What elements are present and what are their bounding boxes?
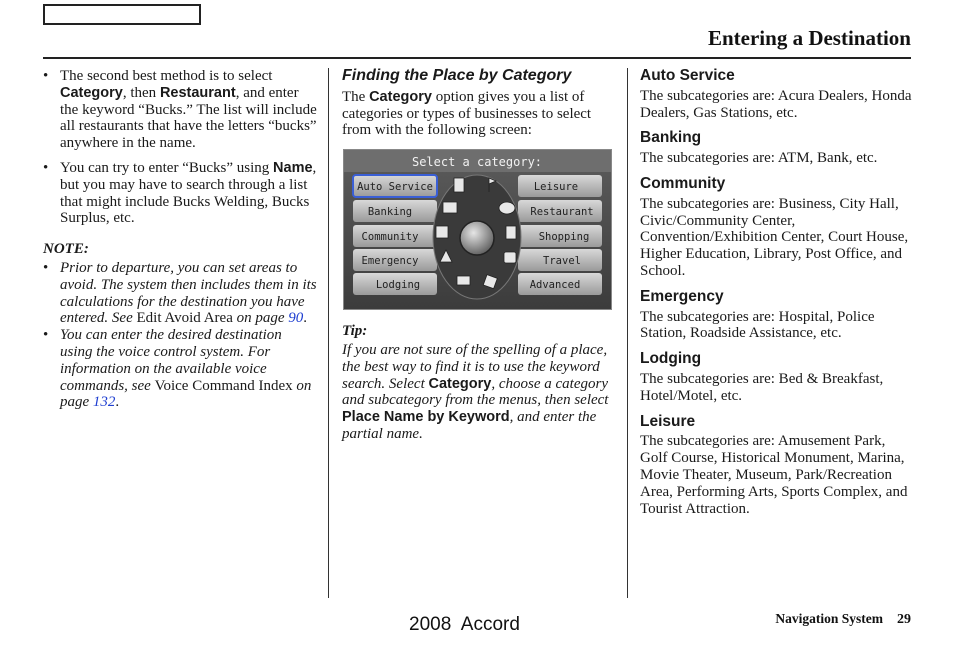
note-voice-control: • You can enter the desired destination using the voice control system. For information on the available voice commands, see Voice Command Index on page 132. — [43, 327, 318, 411]
category-label-travel: Travel — [543, 255, 581, 268]
term-category: Category — [428, 375, 492, 392]
header-rule — [43, 57, 911, 59]
page-link-90[interactable]: 90 — [288, 310, 304, 327]
gas-pump-icon — [454, 178, 464, 192]
page-title: Entering a Destination — [707, 26, 911, 50]
category-label-auto-service: Auto Service — [357, 181, 433, 194]
heading-community: Community — [640, 174, 726, 192]
body-leisure: The subcategories are: Amusement Park, Golf Course, Historical Monument, Marina, Movie Theater, Museum, Park/Recreation Area, Performing Arts, Sports Complex, and Tourist Attraction. — [640, 433, 908, 517]
page-number: 29 — [897, 612, 911, 627]
note-heading: NOTE: — [43, 241, 89, 258]
restaurant-icon — [499, 202, 515, 214]
heading-auto-service: Auto Service — [640, 67, 735, 84]
footer-section-name: Navigation System — [775, 611, 883, 626]
bullet-name-method: • You can try to enter “Bucks” using Name, but you may have to search through a list that might include Bucks Welding, Bucks Surplus, etc. — [43, 160, 318, 227]
lodging-bed-icon — [457, 276, 470, 285]
column-1 — [43, 68, 318, 411]
travel-icon — [504, 252, 516, 263]
category-label-emergency: Emergency — [361, 255, 419, 268]
screen-title: Select a category: — [411, 155, 543, 170]
joystick-knob-icon — [460, 221, 494, 255]
category-label-banking: Banking — [367, 206, 413, 219]
right-category-buttons — [518, 175, 602, 295]
category-intro: The Category option gives you a list of categories or types of businesses to select from with the following screen: — [342, 88, 592, 139]
column-3 — [640, 68, 915, 526]
column-divider-2 — [627, 68, 628, 598]
column-divider-1 — [328, 68, 329, 598]
category-screen — [343, 149, 612, 310]
page-link-132[interactable]: 132 — [92, 394, 116, 411]
body-emergency: The subcategories are: Hospital, Police Station, Roadside Assistance, etc. — [640, 308, 875, 342]
category-label-community: Community — [361, 231, 419, 244]
term-restaurant: Restaurant — [159, 84, 236, 101]
heading-leisure: Leisure — [640, 412, 696, 430]
body-community: The subcategories are: Business, City Hall, Civic/Community Center, Convention/Exhibition Center, Court House, Higher Education, Library, Post Office, and School. — [640, 195, 909, 279]
category-label-advanced: Advanced — [529, 279, 581, 292]
heading-banking: Banking — [640, 129, 702, 147]
footer-model: 2008 Accord — [409, 614, 520, 635]
bank-icon — [443, 202, 457, 213]
tip-heading: Tip: — [342, 323, 368, 340]
term-category: Category — [369, 88, 432, 105]
header-tab-box — [43, 4, 201, 25]
body-auto-service: The subcategories are: Acura Dealers, Honda Dealers, Gas Stations, etc. — [640, 87, 912, 121]
category-label-leisure: Leisure — [533, 181, 579, 194]
body-lodging: The subcategories are: Bed & Breakfast, Hotel/Motel, etc. — [640, 370, 884, 404]
shopping-icon — [506, 226, 516, 239]
category-label-shopping: Shopping — [538, 231, 590, 244]
category-label-lodging: Lodging — [375, 279, 421, 292]
body-banking: The subcategories are: ATM, Bank, etc. — [640, 150, 878, 167]
term-category: Category — [60, 84, 123, 101]
term-place-name-by-keyword: Place Name by Keyword — [342, 409, 510, 426]
tip-text: If you are not sure of the spelling of a place, the best way to find it is to use the keyword search. Select Category, choose a category and subcategory from the menus, then select Place Name by Keyword, and enter the partial name. — [342, 341, 609, 442]
heading-emergency: Emergency — [640, 287, 724, 305]
note-list — [43, 260, 318, 411]
community-icon — [436, 226, 448, 238]
left-category-buttons — [353, 175, 437, 295]
term-name: Name — [273, 159, 313, 176]
footer-nav — [775, 611, 911, 628]
note-avoid-areas: • Prior to departure, you can set areas to avoid. The system then includes them in its calculations for the destination you have entered. See Edit Avoid Area on page 90. — [43, 260, 318, 327]
category-label-restaurant: Restaurant — [530, 206, 594, 219]
column-2 — [342, 68, 618, 443]
section-heading-category: Finding the Place by Category — [342, 67, 572, 84]
bullet-category-method: • The second best method is to select Category, then Restaurant, and enter the keyword “Bucks.” The list will include all restaurants that have the letters “bucks” anywhere in the name. — [43, 68, 318, 152]
heading-lodging: Lodging — [640, 350, 702, 368]
